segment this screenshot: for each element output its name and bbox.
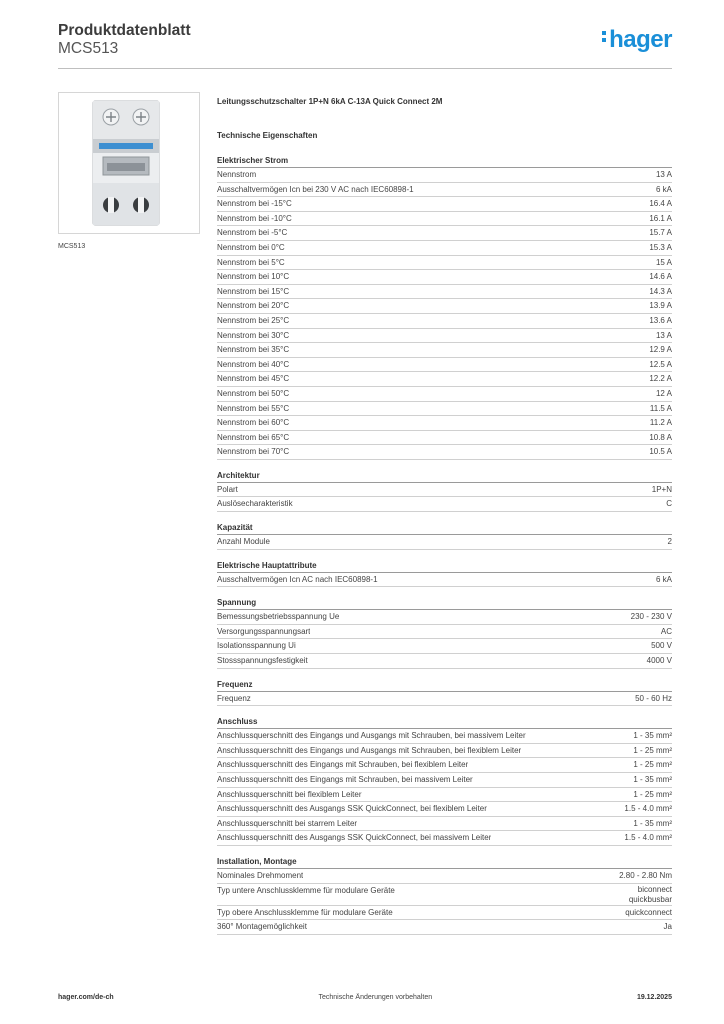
spec-row xyxy=(217,402,672,417)
spec-row xyxy=(217,270,672,285)
page-header xyxy=(58,22,672,68)
technical-properties-heading: Technische Eigenschaften xyxy=(217,131,318,140)
spec-row xyxy=(217,535,672,550)
section-title: Elektrische Hauptattribute xyxy=(217,560,672,573)
spec-row xyxy=(217,692,672,707)
spec-row xyxy=(217,884,672,906)
header-divider xyxy=(58,68,672,69)
spec-value: 14.6 A xyxy=(649,272,672,282)
spec-label: Anschlussquerschnitt des Ausgangs SSK QuickConnect, bei flexiblem Leiter xyxy=(217,804,487,814)
product-image-caption: MCS513 xyxy=(58,243,86,250)
spec-row xyxy=(217,372,672,387)
spec-row xyxy=(217,183,672,198)
spec-label: Versorgungsspannungsart xyxy=(217,626,311,636)
spec-value: 11.2 A xyxy=(649,418,672,428)
spec-row xyxy=(217,285,672,300)
spec-row xyxy=(217,729,672,744)
spec-value: 16.4 A xyxy=(649,199,672,209)
spec-row xyxy=(217,241,672,256)
spec-label: Nennstrom bei -10°C xyxy=(217,213,292,223)
spec-row xyxy=(217,639,672,654)
spec-row xyxy=(217,226,672,241)
spec-row xyxy=(217,744,672,759)
spec-section xyxy=(217,560,672,588)
spec-row xyxy=(217,212,672,227)
spec-label: Nennstrom bei 30°C xyxy=(217,330,290,340)
spec-section xyxy=(217,470,672,512)
spec-row xyxy=(217,445,672,460)
spec-sections xyxy=(217,155,672,935)
spec-label: Nennstrom bei 15°C xyxy=(217,286,290,296)
spec-value: 13.6 A xyxy=(649,315,672,325)
spec-row xyxy=(217,358,672,373)
spec-label: Anschlussquerschnitt des Eingangs und Ausgangs mit Schrauben, bei flexiblem Leiter xyxy=(217,745,522,755)
spec-label: Nennstrom bei 55°C xyxy=(217,403,290,413)
spec-label: Nennstrom bei 0°C xyxy=(217,242,285,252)
spec-value: 12.9 A xyxy=(649,345,672,355)
spec-label: Nennstrom bei 70°C xyxy=(217,447,290,457)
spec-value: 4000 V xyxy=(646,656,672,666)
spec-value: biconnect quickbusbar xyxy=(628,884,672,905)
spec-value: 12 A xyxy=(655,388,672,398)
spec-value: 13 A xyxy=(655,170,672,179)
spec-row xyxy=(217,387,672,402)
section-title: Elektrischer Strom xyxy=(217,155,672,168)
spec-value: 15.3 A xyxy=(649,242,672,252)
spec-row xyxy=(217,654,672,669)
spec-row xyxy=(217,920,672,935)
spec-value: 6 kA xyxy=(655,184,672,194)
section-title: Kapazität xyxy=(217,522,672,535)
spec-label: Frequenz xyxy=(217,693,251,703)
spec-row xyxy=(217,416,672,431)
logo-text: hager xyxy=(609,26,672,53)
spec-row xyxy=(217,256,672,271)
section-title: Architektur xyxy=(217,470,672,483)
datasheet-content xyxy=(217,96,672,935)
product-code: MCS513 xyxy=(58,40,119,57)
spec-value: 1 - 25 mm² xyxy=(633,789,672,799)
spec-label: Nennstrom bei 25°C xyxy=(217,315,290,325)
spec-row xyxy=(217,197,672,212)
spec-value: 1 - 35 mm² xyxy=(633,775,672,784)
spec-row xyxy=(217,343,672,358)
spec-label: Typ obere Anschlussklemme für modulare Geräte xyxy=(217,907,393,917)
spec-value: 10.8 A xyxy=(649,432,672,442)
spec-value: AC xyxy=(660,626,672,636)
spec-row xyxy=(217,831,672,846)
spec-section xyxy=(217,522,672,550)
spec-label: Auslösecharakteristik xyxy=(217,499,293,509)
spec-label: 360° Montagemöglichkeit xyxy=(217,922,307,932)
spec-value: 11.5 A xyxy=(649,403,672,413)
spec-label: Ausschaltvermögen Icn AC nach IEC60898-1 xyxy=(217,574,378,584)
spec-label: Nennstrom bei 50°C xyxy=(217,388,290,398)
spec-row xyxy=(217,610,672,625)
spec-label: Isolationsspannung Ui xyxy=(217,641,296,651)
page-footer xyxy=(58,994,672,1001)
spec-label: Anzahl Module xyxy=(217,537,270,547)
spec-value: 10.5 A xyxy=(649,447,672,457)
spec-row xyxy=(217,906,672,921)
section-title: Anschluss xyxy=(217,716,672,729)
spec-row xyxy=(217,758,672,773)
spec-value: 500 V xyxy=(651,641,672,651)
spec-label: Anschlussquerschnitt des Eingangs mit Schrauben, bei flexiblem Leiter xyxy=(217,760,469,770)
document-title: Produktdatenblatt xyxy=(58,22,191,39)
section-title: Installation, Montage xyxy=(217,856,672,869)
spec-value: 1.5 - 4.0 mm² xyxy=(624,833,672,843)
spec-label: Nennstrom bei -15°C xyxy=(217,199,292,209)
spec-value: 1P+N xyxy=(651,484,672,494)
spec-label: Anschlussquerschnitt des Eingangs und Ausgangs mit Schrauben, bei massivem Leiter xyxy=(217,731,526,741)
section-title: Frequenz xyxy=(217,679,672,692)
spec-value: 1 - 25 mm² xyxy=(633,745,672,755)
spec-value: C xyxy=(666,499,672,509)
spec-label: Nominales Drehmoment xyxy=(217,870,304,880)
spec-label: Nennstrom bei 10°C xyxy=(217,272,290,282)
spec-row xyxy=(217,168,672,183)
spec-label: Polart xyxy=(217,484,238,494)
spec-label: Anschlussquerschnitt des Ausgangs SSK QuickConnect, bei massivem Leiter xyxy=(217,833,492,843)
section-title: Spannung xyxy=(217,597,672,610)
spec-label: Anschlussquerschnitt des Eingangs mit Schrauben, bei massivem Leiter xyxy=(217,775,473,784)
spec-label: Nennstrom bei 65°C xyxy=(217,432,290,442)
spec-section xyxy=(217,716,672,846)
spec-row xyxy=(217,788,672,803)
spec-row xyxy=(217,299,672,314)
spec-value: 2 xyxy=(667,537,672,547)
spec-section xyxy=(217,597,672,668)
footer-notice: Technische Änderungen vorbehalten xyxy=(318,994,433,1001)
spec-value: quickconnect xyxy=(625,907,672,917)
footer-website: hager.com/de-ch xyxy=(58,994,114,1001)
spec-row xyxy=(217,483,672,498)
spec-value: 13.9 A xyxy=(649,301,672,311)
spec-value: 230 - 230 V xyxy=(630,612,672,622)
spec-row xyxy=(217,431,672,446)
spec-value: 16.1 A xyxy=(649,213,672,223)
spec-section xyxy=(217,155,672,460)
spec-label: Anschlussquerschnitt bei flexiblem Leiter xyxy=(217,789,362,799)
spec-row xyxy=(217,497,672,512)
spec-section xyxy=(217,856,672,935)
spec-label: Nennstrom bei 45°C xyxy=(217,374,290,384)
spec-row xyxy=(217,802,672,817)
spec-row xyxy=(217,329,672,344)
spec-label: Nennstrom bei 60°C xyxy=(217,418,290,428)
spec-row xyxy=(217,869,672,884)
spec-value: 1 - 35 mm² xyxy=(633,731,672,741)
spec-label: Bemessungsbetriebsspannung Ue xyxy=(217,612,340,622)
spec-value: 1 - 25 mm² xyxy=(633,760,672,770)
spec-value: 6 kA xyxy=(655,574,672,584)
spec-value: 1.5 - 4.0 mm² xyxy=(624,804,672,814)
spec-value: Ja xyxy=(663,922,672,932)
spec-label: Stossspannungsfestigkeit xyxy=(217,656,308,666)
hager-logo xyxy=(602,27,672,53)
spec-label: Typ untere Anschlussklemme für modulare Geräte xyxy=(217,885,395,895)
spec-value: 12.5 A xyxy=(649,359,672,369)
footer-date: 19.12.2025 xyxy=(636,994,672,1001)
spec-value: 13 A xyxy=(655,330,672,340)
spec-label: Anschlussquerschnitt bei starrem Leiter xyxy=(217,818,358,828)
spec-row xyxy=(217,573,672,588)
product-image xyxy=(58,92,200,234)
spec-value: 1 - 35 mm² xyxy=(633,818,672,828)
spec-value: 14.3 A xyxy=(649,286,672,296)
spec-value: 15 A xyxy=(655,257,672,267)
spec-label: Ausschaltvermögen Icn bei 230 V AC nach IEC60898-1 xyxy=(217,184,414,194)
spec-value: 2.80 - 2.80 Nm xyxy=(619,870,672,880)
spec-value: 50 - 60 Hz xyxy=(635,693,672,703)
spec-row xyxy=(217,773,672,788)
spec-row xyxy=(217,625,672,640)
circuit-breaker-illustration xyxy=(59,93,199,233)
spec-value: 15.7 A xyxy=(649,228,672,238)
spec-label: Nennstrom bei 20°C xyxy=(217,301,290,311)
spec-row xyxy=(217,314,672,329)
spec-label: Nennstrom xyxy=(217,170,257,179)
spec-row xyxy=(217,817,672,832)
spec-value: 12.2 A xyxy=(649,374,672,384)
spec-section xyxy=(217,679,672,707)
product-description: Leitungsschutzschalter 1P+N 6kA C-13A Quick Connect 2M xyxy=(217,97,443,106)
spec-label: Nennstrom bei 35°C xyxy=(217,345,290,355)
logo-dots-icon xyxy=(602,28,607,45)
spec-label: Nennstrom bei 40°C xyxy=(217,359,290,369)
spec-label: Nennstrom bei 5°C xyxy=(217,257,285,267)
spec-label: Nennstrom bei -5°C xyxy=(217,228,288,238)
